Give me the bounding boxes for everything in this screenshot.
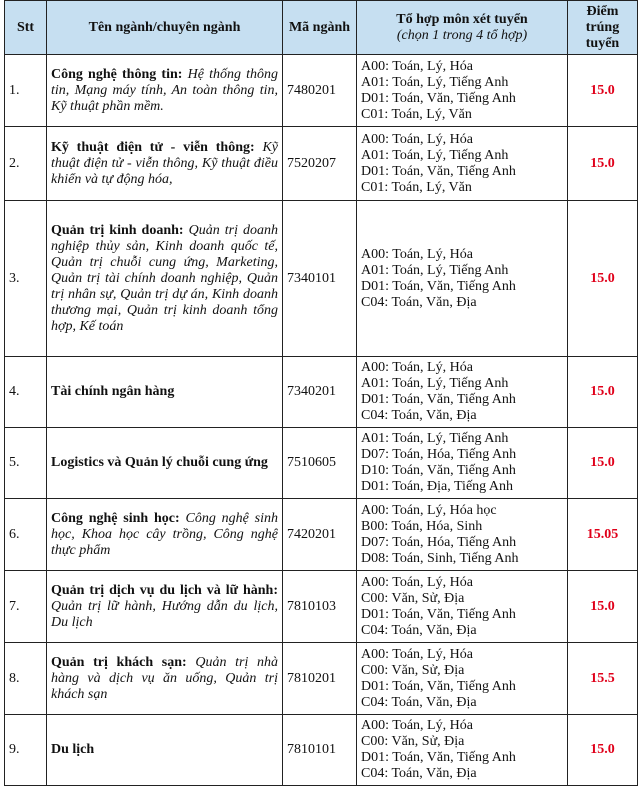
subject-combination: D01: Toán, Văn, Tiếng Anh	[361, 392, 516, 407]
row-subject-combinations	[357, 715, 568, 786]
row-major-code: 7340201	[283, 357, 357, 428]
table-row	[5, 201, 638, 357]
subject-combination: A01: Toán, Lý, Tiếng Anh	[361, 262, 509, 278]
major-title: Công nghệ thông tin:	[51, 66, 183, 82]
table-row	[5, 499, 638, 571]
major-title: Du lịch	[51, 742, 95, 757]
subject-combination: D01: Toán, Văn, Tiếng Anh	[361, 606, 516, 622]
subject-combination: A01: Toán, Lý, Tiếng Anh	[361, 376, 509, 391]
header-row	[5, 1, 638, 55]
major-title: Tài chính ngân hàng	[51, 384, 175, 399]
header-subject-combination	[357, 1, 568, 55]
major-title: Quản trị dịch vụ du lịch và lữ hành:	[51, 582, 278, 598]
row-admission-score: 15.0	[568, 201, 638, 357]
header-combination-note: (chọn 1 trong 4 tổ hợp)	[396, 27, 528, 43]
row-admission-score: 15.0	[568, 715, 638, 786]
row-major-code: 7810101	[283, 715, 357, 786]
row-stt: 4.	[5, 357, 47, 428]
subject-combination: C04: Toán, Văn, Địa	[361, 766, 477, 781]
header-score-line-1: Điểm	[586, 3, 619, 19]
subject-combination: C04: Toán, Văn, Địa	[361, 622, 477, 638]
subject-combination: D01: Toán, Văn, Tiếng Anh	[361, 678, 516, 694]
subject-combination: D01: Toán, Văn, Tiếng Anh	[361, 278, 516, 294]
row-major-name	[47, 201, 283, 357]
row-stt: 8.	[5, 643, 47, 715]
row-stt: 7.	[5, 571, 47, 643]
row-major-code: 7480201	[283, 55, 357, 127]
table-row	[5, 127, 638, 201]
header-stt: Stt	[5, 1, 47, 55]
subject-combination: C00: Văn, Sử, Địa	[361, 590, 465, 606]
major-title: Quản trị kinh doanh:	[51, 222, 184, 238]
row-stt: 1.	[5, 55, 47, 127]
row-subject-combinations	[357, 55, 568, 127]
admissions-table	[4, 0, 638, 786]
row-admission-score: 15.0	[568, 357, 638, 428]
subject-combination: D01: Toán, Văn, Tiếng Anh	[361, 750, 516, 765]
subject-combination: D01: Toán, Địa, Tiếng Anh	[361, 479, 513, 494]
header-combination-title: Tổ hợp môn xét tuyển	[396, 11, 528, 27]
subject-combination: D07: Toán, Hóa, Tiếng Anh	[361, 447, 517, 462]
subject-combination: C04: Toán, Văn, Địa	[361, 408, 477, 423]
subject-combination: A00: Toán, Lý, Hóa	[361, 574, 473, 590]
subject-combination: A00: Toán, Lý, Hóa	[361, 58, 473, 74]
row-stt: 2.	[5, 127, 47, 201]
row-major-code: 7340101	[283, 201, 357, 357]
major-title: Logistics và Quản lý chuỗi cung ứng	[51, 455, 268, 470]
subject-combination: A00: Toán, Lý, Hóa	[361, 360, 473, 375]
specializations: Quản trị doanh nghiệp thủy sản, Kinh doanh quốc tế, Quản trị chuỗi cung ứng, Marketing, Quản trị tài chính doanh nghiệp, Quản trị nhân sự, Quản trị dự án, Kinh doanh thương mại, Quản trị kinh doanh tổng hợp, Kế toán	[51, 222, 278, 334]
specializations: Công nghệ sinh học, Khoa học cây trồng, Công nghệ thực phẩm	[51, 510, 279, 558]
row-admission-score: 15.5	[568, 643, 638, 715]
subject-combination: C00: Văn, Sử, Địa	[361, 662, 465, 678]
row-admission-score: 15.05	[568, 499, 638, 571]
header-admission-score	[568, 1, 638, 55]
subject-combination: C01: Toán, Lý, Văn	[361, 106, 472, 122]
specializations: Hệ thống thông tin, Mạng máy tính, An toàn thông tin, Kỹ thuật phần mềm.	[51, 66, 279, 114]
row-subject-combinations	[357, 428, 568, 499]
row-subject-combinations	[357, 201, 568, 357]
row-major-code: 7520207	[283, 127, 357, 201]
major-title: Quản trị khách sạn:	[51, 654, 187, 670]
subject-combination: C04: Toán, Văn, Địa	[361, 694, 477, 710]
row-major-name	[47, 127, 283, 201]
header-major-code: Mã ngành	[283, 1, 357, 55]
row-subject-combinations	[357, 127, 568, 201]
row-admission-score: 15.0	[568, 571, 638, 643]
header-score-line-2: trúng	[585, 19, 620, 35]
subject-combination: A01: Toán, Lý, Tiếng Anh	[361, 147, 509, 163]
row-admission-score: 15.0	[568, 127, 638, 201]
row-major-name	[47, 428, 283, 499]
row-subject-combinations	[357, 643, 568, 715]
row-major-name	[47, 357, 283, 428]
row-stt: 9.	[5, 715, 47, 786]
row-major-name	[47, 499, 283, 571]
subject-combination: C00: Văn, Sử, Địa	[361, 734, 465, 749]
row-stt: 6.	[5, 499, 47, 571]
table-row	[5, 428, 638, 499]
specializations: Quản trị nhà hàng và dịch vụ ăn uống, Quản trị khách sạn	[51, 654, 279, 702]
subject-combination: A00: Toán, Lý, Hóa	[361, 646, 473, 662]
row-major-code: 7810103	[283, 571, 357, 643]
subject-combination: A00: Toán, Lý, Hóa	[361, 718, 473, 733]
specializations: Kỹ thuật điện tử - viễn thông, Kỹ thuật điều khiển và tự động hóa,	[51, 139, 278, 187]
major-title: Kỹ thuật điện tử - viễn thông:	[51, 139, 255, 155]
subject-combination: D08: Toán, Sinh, Tiếng Anh	[361, 550, 519, 566]
row-admission-score: 15.0	[568, 428, 638, 499]
subject-combination: D07: Toán, Hóa, Tiếng Anh	[361, 534, 517, 550]
subject-combination: A00: Toán, Lý, Hóa	[361, 246, 473, 262]
subject-combination: C01: Toán, Lý, Văn	[361, 179, 472, 195]
header-score-line-3: tuyển	[585, 35, 620, 51]
major-title: Công nghệ sinh học:	[51, 510, 180, 526]
subject-combination: A00: Toán, Lý, Hóa	[361, 131, 473, 147]
row-admission-score: 15.0	[568, 55, 638, 127]
row-major-code: 7810201	[283, 643, 357, 715]
subject-combination: A01: Toán, Lý, Tiếng Anh	[361, 74, 509, 90]
table-row	[5, 643, 638, 715]
row-stt: 3.	[5, 201, 47, 357]
table-row	[5, 715, 638, 786]
table-row	[5, 571, 638, 643]
table-row	[5, 55, 638, 127]
row-major-code: 7510605	[283, 428, 357, 499]
row-major-name	[47, 55, 283, 127]
subject-combination: C04: Toán, Văn, Địa	[361, 294, 477, 310]
row-major-name	[47, 571, 283, 643]
table-row	[5, 357, 638, 428]
row-major-code: 7420201	[283, 499, 357, 571]
subject-combination: D01: Toán, Văn, Tiếng Anh	[361, 163, 516, 179]
row-subject-combinations	[357, 499, 568, 571]
row-major-name	[47, 715, 283, 786]
specializations: Quản trị lữ hành, Hướng dẫn du lịch, Du lịch	[51, 598, 278, 630]
subject-combination: B00: Toán, Hóa, Sinh	[361, 518, 483, 534]
subject-combination: A00: Toán, Lý, Hóa học	[361, 502, 497, 518]
subject-combination: D01: Toán, Văn, Tiếng Anh	[361, 90, 516, 106]
subject-combination: A01: Toán, Lý, Tiếng Anh	[361, 431, 509, 446]
header-major-name: Tên ngành/chuyên ngành	[47, 1, 283, 55]
subject-combination: D10: Toán, Văn, Tiếng Anh	[361, 463, 516, 478]
row-stt: 5.	[5, 428, 47, 499]
row-major-name	[47, 643, 283, 715]
row-subject-combinations	[357, 571, 568, 643]
row-subject-combinations	[357, 357, 568, 428]
